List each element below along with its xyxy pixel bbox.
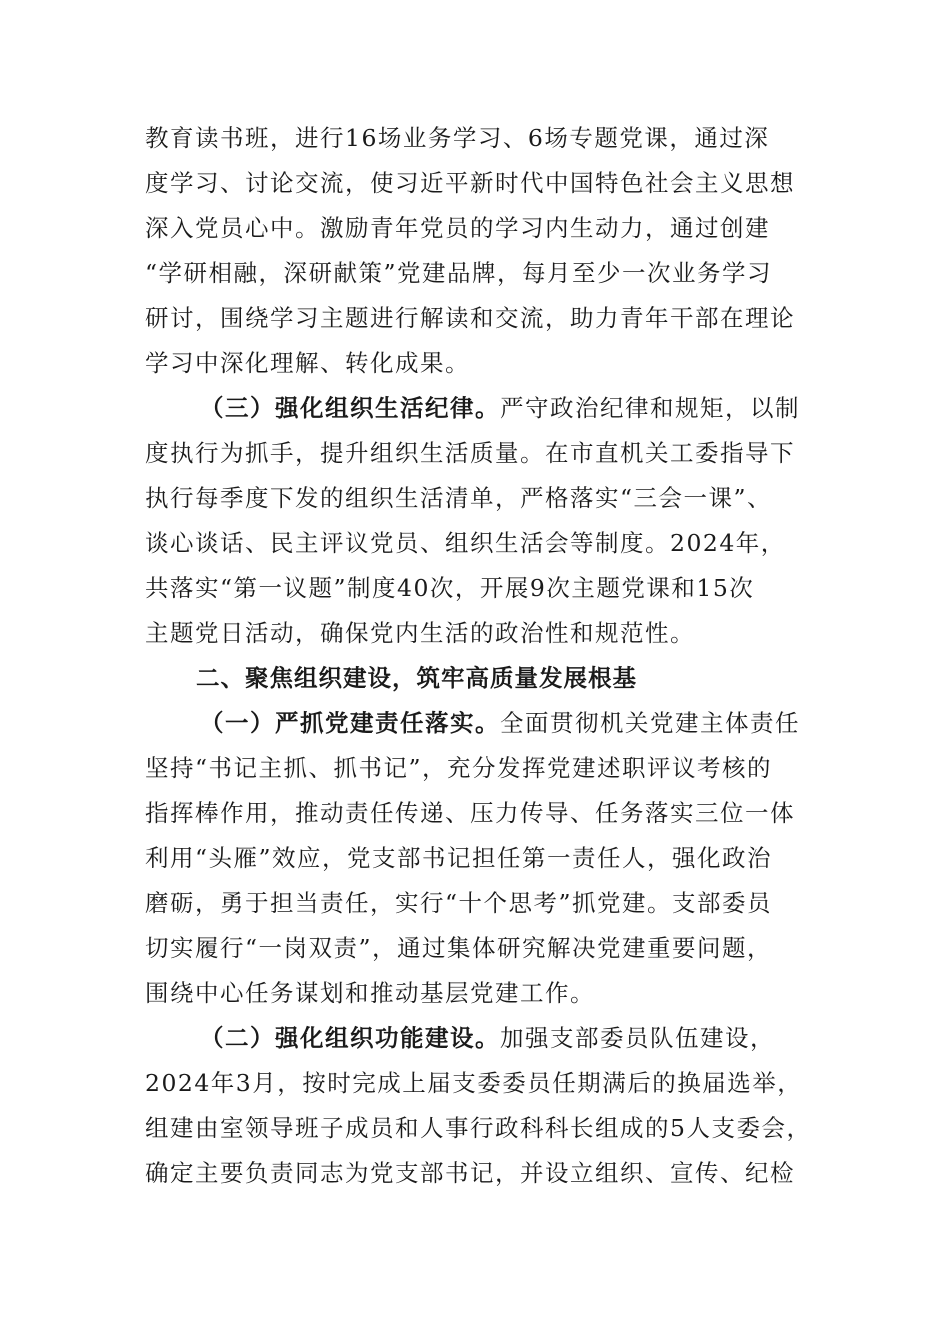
text-line: 利用“头雁”效应，党支部书记担任第一责任人，强化政治	[145, 844, 773, 872]
text-line: 指挥棒作用，推动责任传递、压力传导、任务落实三位一体	[145, 799, 795, 827]
text-line: 教育读书班，进行16场业务学习、6场专题党课，通过深	[145, 124, 770, 152]
text-line: 切实履行“一岗双责”，通过集体研究解决党建重要问题，	[145, 934, 773, 962]
text-line: “学研相融，深研献策”党建品牌，每月至少一次业务学习	[145, 259, 773, 287]
text-line: 坚持“书记主抓、抓书记”，充分发挥党建述职评议考核的	[145, 754, 773, 782]
text-line: 研讨，围绕学习主题进行解读和交流，助力青年干部在理论	[145, 304, 795, 332]
text-line: 深入党员心中。激励青年党员的学习内生动力，通过创建	[145, 214, 770, 242]
text-line: 确定主要负责同志为党支部书记，并设立组织、宣传、纪检	[145, 1159, 795, 1187]
paragraph-first-line	[200, 703, 815, 743]
paragraph-first-line	[200, 1018, 815, 1058]
text-line: 主题党日活动，确保党内生活的政治性和规范性。	[145, 619, 695, 647]
paragraph-lead-heading: （二）强化组织功能建设。	[200, 1024, 500, 1052]
text-line: 组建由室领导班子成员和人事行政科科长组成的5人支委会，	[145, 1114, 812, 1142]
text-line: 共落实“第一议题”制度40次，开展9次主题党课和15次	[145, 574, 755, 602]
paragraph-first-line	[200, 388, 815, 428]
text-line: 2024年3月，按时完成上届支委委员任期满后的换届选举，	[145, 1069, 803, 1097]
paragraph-lead-heading: （三）强化组织生活纪律。	[200, 394, 500, 422]
paragraph-lead-heading: （一）严抓党建责任落实。	[200, 709, 500, 737]
text-line: 围绕中心任务谋划和推动基层党建工作。	[145, 979, 595, 1007]
section-heading: 二、聚焦组织建设，筑牢高质量发展根基	[196, 664, 637, 692]
text-line: 学习中深化理解、转化成果。	[145, 349, 470, 377]
text-line: 执行每季度下发的组织生活清单，严格落实“三会一课”、	[145, 484, 773, 512]
text-line: 度执行为抓手，提升组织生活质量。在市直机关工委指导下	[145, 439, 795, 467]
text-line: 度学习、讨论交流，使习近平新时代中国特色社会主义思想	[145, 169, 795, 197]
text-span: 加强支部委员队伍建设，	[500, 1024, 775, 1052]
text-line: 磨砺，勇于担当责任，实行“十个思考”抓党建。支部委员	[145, 889, 773, 917]
text-span: 全面贯彻机关党建主体责任	[500, 709, 800, 737]
text-span: 严守政治纪律和规矩，以制	[500, 394, 800, 422]
text-line: 谈心谈话、民主评议党员、组织生活会等制度。2024年，	[145, 529, 786, 557]
